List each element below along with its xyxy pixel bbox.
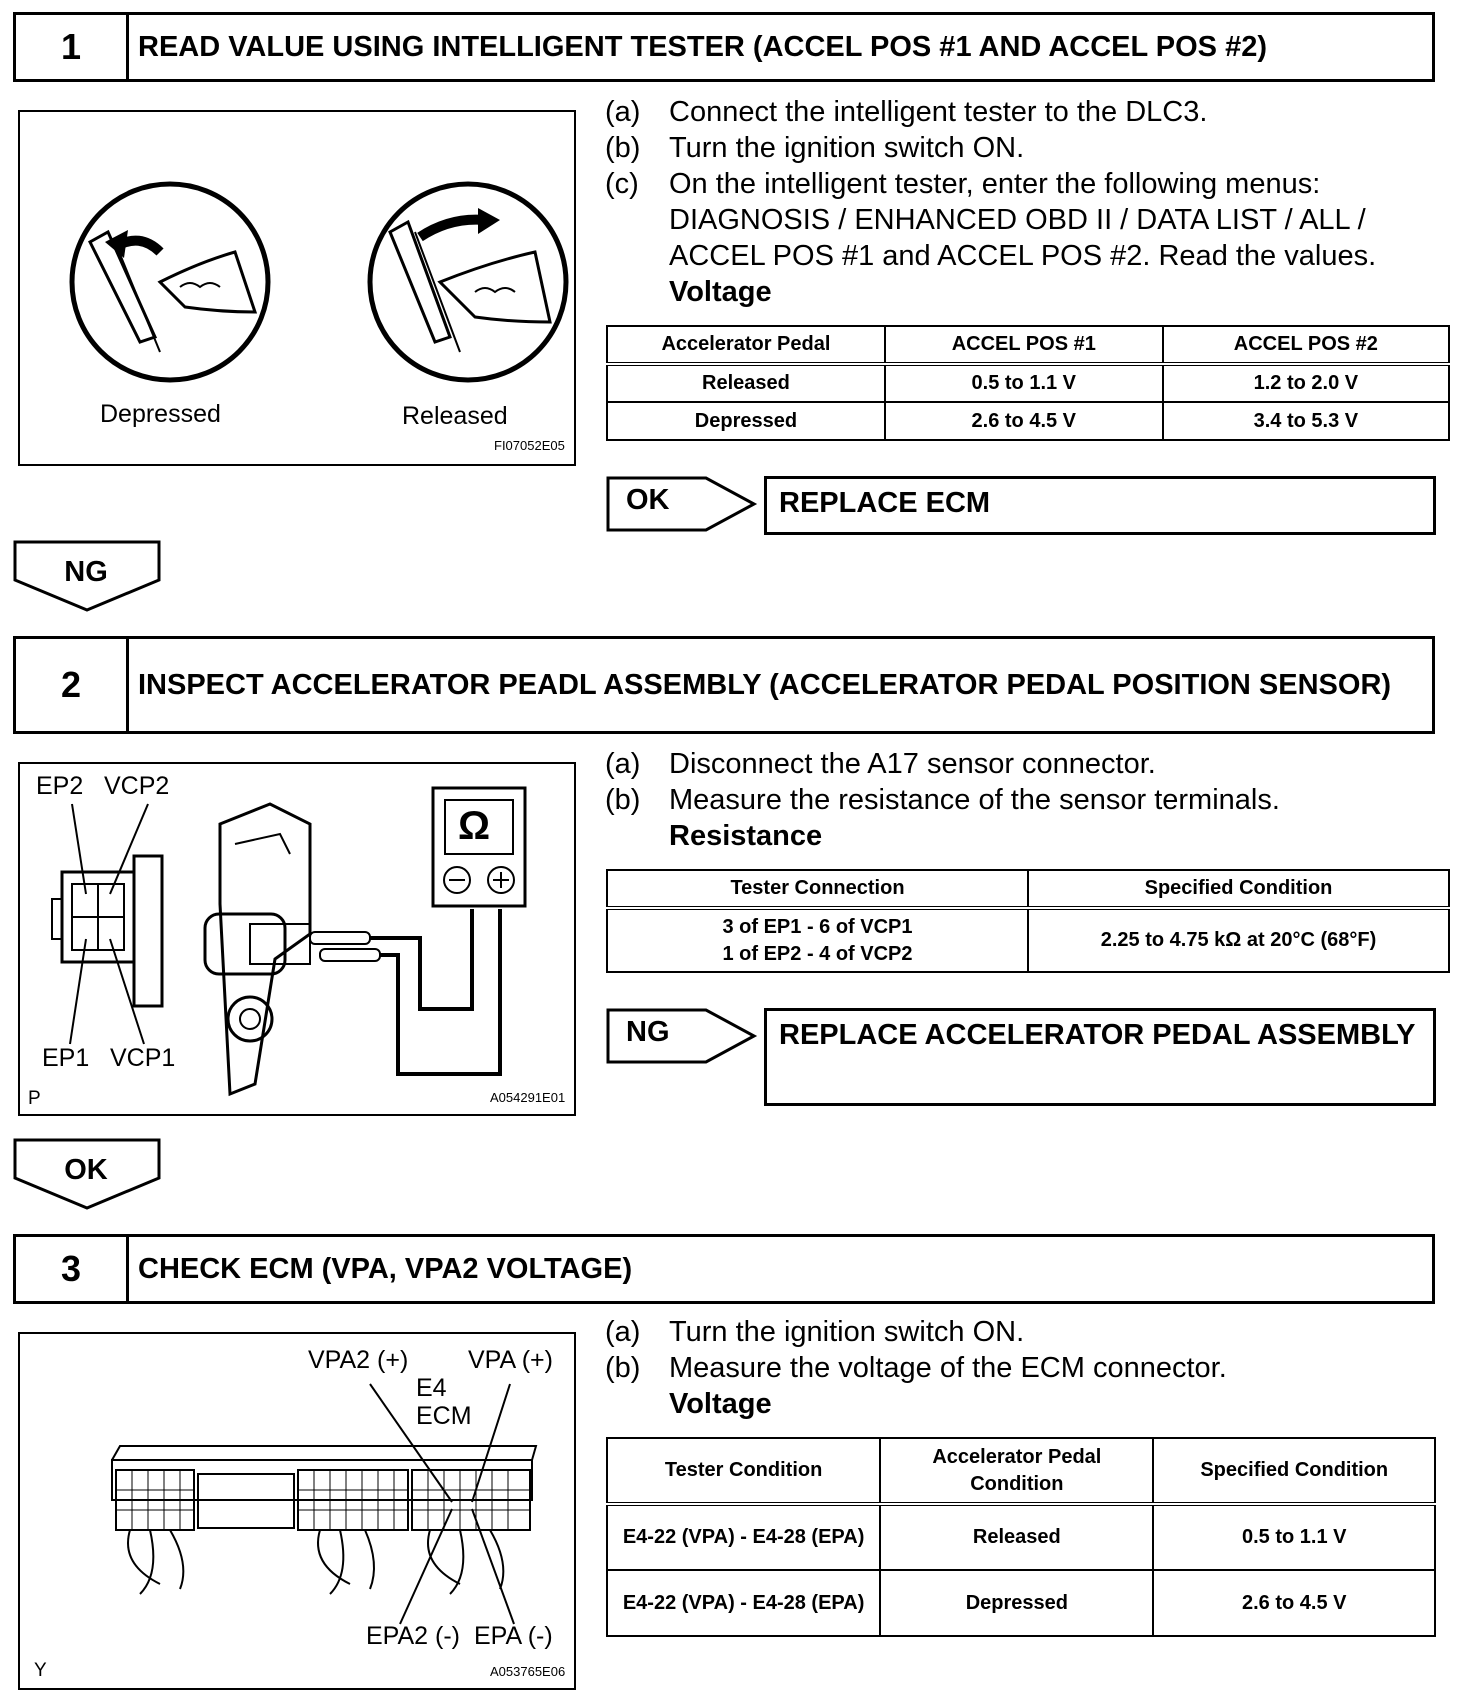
step-1-header: [13, 12, 1435, 82]
ohm-icon: Ω: [458, 804, 491, 848]
figure-code: A053765E06: [490, 1664, 566, 1679]
vpa2-plus-label: VPA2 (+): [308, 1346, 409, 1374]
instruction-item: (a) Turn the ignition switch ON.: [605, 1316, 1025, 1348]
sensor-drawing: [20, 764, 574, 1114]
table-header: ACCEL POS #2: [1163, 326, 1449, 364]
table-title: Resistance: [669, 820, 823, 852]
depressed-label: Depressed: [100, 400, 221, 428]
result-action: REPLACE ECM: [764, 476, 1436, 535]
table-row: E4-22 (VPA) - E4-28 (EPA) Released 0.5 to 1.1 V: [607, 1504, 1435, 1570]
ecm-voltage-table: [606, 1437, 1436, 1637]
pedal-illustration: [18, 110, 576, 466]
instruction-item: (b) Turn the ignition switch ON.: [605, 132, 1025, 164]
result-action: REPLACE ACCELERATOR PEDAL ASSEMBLY: [764, 1008, 1436, 1106]
step-2-header: [13, 636, 1435, 734]
table-title: Voltage: [669, 1388, 772, 1420]
instruction-item: (b) Measure the voltage of the ECM connector.: [605, 1352, 1227, 1384]
resistance-table: [606, 869, 1450, 973]
ep2-label: EP2: [36, 772, 84, 800]
ok-flow-arrow: [13, 1138, 163, 1212]
table-row: Depressed 2.6 to 4.5 V 3.4 to 5.3 V: [607, 402, 1449, 440]
flow-tag: OK: [64, 1154, 108, 1186]
vcp2-label: VCP2: [104, 772, 170, 800]
table-header: ACCEL POS #1: [885, 326, 1163, 364]
table-row: Released 0.5 to 1.1 V 1.2 to 2.0 V: [607, 364, 1449, 402]
table-header: Accelerator Pedal Condition: [880, 1438, 1153, 1504]
table-header: Specified Condition: [1153, 1438, 1435, 1504]
step-3-instructions: [605, 1314, 1227, 1422]
flow-tag: NG: [64, 556, 108, 588]
step-title: CHECK ECM (VPA, VPA2 VOLTAGE): [138, 1253, 633, 1285]
ng-flow-arrow: [13, 540, 163, 614]
step-number: 1: [16, 15, 129, 79]
step-2-instructions: [605, 746, 1280, 854]
instruction-item: (c) On the intelligent tester, enter the following menus:: [605, 168, 1321, 200]
released-label: Released: [402, 402, 508, 430]
table-header: Specified Condition: [1028, 870, 1449, 908]
instruction-continuation: DIAGNOSIS / ENHANCED OBD II / DATA LIST / ALL /: [669, 204, 1366, 236]
step-title: READ VALUE USING INTELLIGENT TESTER (ACCEL POS #1 AND ACCEL POS #2): [138, 31, 1267, 63]
step-3-header: [13, 1234, 1435, 1304]
vpa-plus-label: VPA (+): [468, 1346, 553, 1374]
step-number: 2: [16, 639, 129, 731]
ep1-label: EP1: [42, 1044, 90, 1072]
figure-code: A054291E01: [490, 1090, 566, 1105]
table-title: Voltage: [669, 276, 772, 308]
figure-code: FI07052E05: [494, 438, 565, 453]
table-header: Accelerator Pedal: [607, 326, 885, 364]
ecm-connector-illustration: [18, 1332, 576, 1690]
step-title: INSPECT ACCELERATOR PEADL ASSEMBLY (ACCELERATOR PEDAL POSITION SENSOR): [138, 669, 1392, 701]
view-letter: P: [28, 1088, 41, 1109]
e4-label: E4: [416, 1374, 447, 1402]
table-header: Tester Connection: [607, 870, 1028, 908]
table-row: 3 of EP1 - 6 of VCP1 1 of EP2 - 4 of VCP2 2.25 to 4.75 kΩ at 20°C (68°F): [607, 908, 1449, 972]
result-tag: NG: [626, 1016, 670, 1048]
instruction-item: (a) Connect the intelligent tester to the DLC3.: [605, 96, 1208, 128]
epa-minus-label: EPA (-): [474, 1622, 553, 1650]
step-number: 3: [16, 1237, 129, 1301]
vcp1-label: VCP1: [110, 1044, 176, 1072]
view-letter: Y: [34, 1660, 47, 1681]
voltage-table: [606, 325, 1450, 441]
step-1-instructions: [605, 94, 1376, 310]
ecm-label: ECM: [416, 1402, 472, 1430]
epa2-minus-label: EPA2 (-): [366, 1622, 460, 1650]
sensor-connector-illustration: [18, 762, 576, 1116]
instruction-item: (a) Disconnect the A17 sensor connector.: [605, 748, 1156, 780]
table-header: Tester Condition: [607, 1438, 880, 1504]
ok-result: [606, 476, 1436, 536]
result-tag: OK: [626, 484, 670, 516]
instruction-continuation: ACCEL POS #1 and ACCEL POS #2. Read the values.: [669, 240, 1377, 272]
table-row: E4-22 (VPA) - E4-28 (EPA) Depressed 2.6 to 4.5 V: [607, 1570, 1435, 1636]
ng-result: [606, 1008, 1436, 1106]
instruction-item: (b) Measure the resistance of the sensor terminals.: [605, 784, 1280, 816]
